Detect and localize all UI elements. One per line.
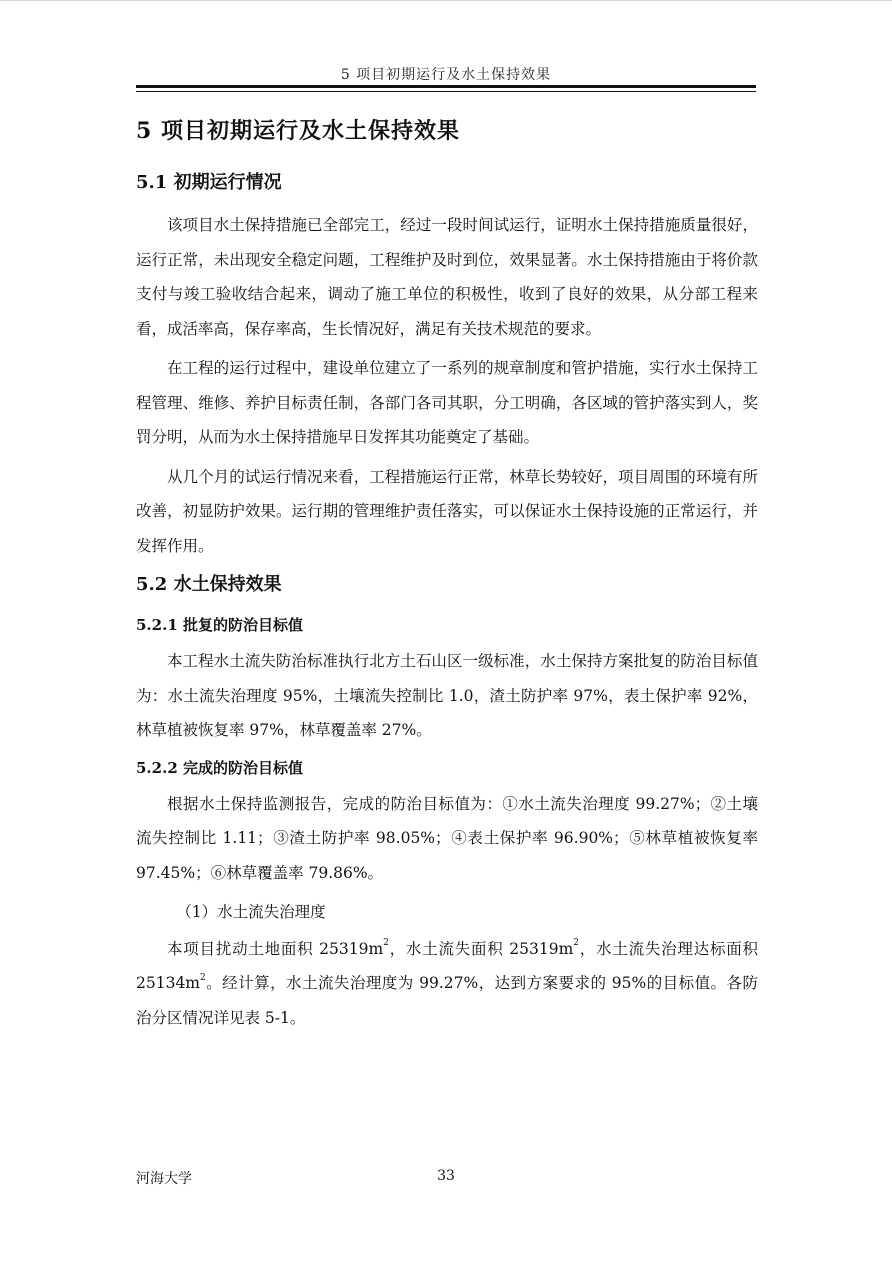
page-body — [136, 112, 758, 1040]
section-5-1-heading: 5.1 初期运行情况 — [136, 172, 282, 193]
chapter-title: 5 项目初期运行及水土保持效果 — [136, 118, 460, 144]
superscript: 2 — [383, 938, 389, 949]
running-header: 5 项目初期运行及水土保持效果 — [340, 67, 552, 83]
superscript: 2 — [200, 972, 206, 983]
text-run: ，水土流失治理达标面积 25134m — [136, 939, 759, 992]
list-item-heading: （1）水土流失治理度 — [176, 903, 326, 921]
header-rule-thin — [136, 91, 756, 92]
text-run: ，水土流失面积 25319m — [388, 939, 574, 958]
footer-organization: 河海大学 — [136, 1171, 192, 1187]
paragraph: 在工程的运行过程中，建设单位建立了一系列的规章制度和管护措施，实行水土保持工程管理、维修、养护目标责任制，各部门各司其职，分工明确，各区域的管护落实到人，奖罚分明，从而为水土保持措施早日发挥其功能奠定了基础。 — [136, 359, 758, 446]
section-5-2-1-heading: 5.2.1 批复的防治目标值 — [136, 616, 303, 634]
page-top-edge — [0, 0, 892, 1]
paragraph: 根据水土保持监测报告，完成的防治目标值为：①水土流失治理度 99.27%；②土壤流失控制比 1.11；③渣土防护率 98.05%；④表土保护率 96.90%；⑤林草植被恢复率 97.45%；⑥林草覆盖率 79.86%。 — [136, 794, 758, 882]
header-rule-thick — [136, 85, 756, 88]
paragraph: 从几个月的试运行情况来看，工程措施运行正常，林草长势较好，项目周围的环境有所改善，初显防护效果。运行期的管理维护责任落实，可以保证水土保持设施的正常运行，并发挥作用。 — [136, 467, 758, 555]
text-run: 本项目扰动土地面积 25319m — [167, 939, 384, 958]
paragraph: 该项目水土保持措施已全部完工，经过一段时间试运行，证明水土保持措施质量很好，运行正常，未出现安全稳定问题，工程维护及时到位，效果显著。水土保持措施由于将价款支付与竣工验收结合起来，调动了施工单位的积极性，收到了良好的效果，从分部工程来看，成活率高，保存率高，生长情况好，满足有关技术规范的要求。 — [136, 216, 758, 338]
superscript: 2 — [573, 938, 580, 949]
section-5-2-heading: 5.2 水土保持效果 — [136, 574, 282, 595]
page-number: 33 — [437, 1168, 455, 1184]
paragraph: 本工程水土流失防治标准执行北方土石山区一级标准，水土保持方案批复的防治目标值为：水土流失治理度 95%，土壤流失控制比 1.0，渣土防护率 97%，表土保护率 92%，林草植被恢复率 97%，林草覆盖率 27%。 — [136, 652, 758, 739]
text-run: 。经计算，水土流失治理度为 99.27%，达到方案要求的 95%的目标值。各防治分区情况详见表 5-1。 — [136, 974, 758, 1027]
section-5-2-2-heading: 5.2.2 完成的防治目标值 — [136, 758, 303, 777]
paragraph — [136, 932, 758, 1036]
